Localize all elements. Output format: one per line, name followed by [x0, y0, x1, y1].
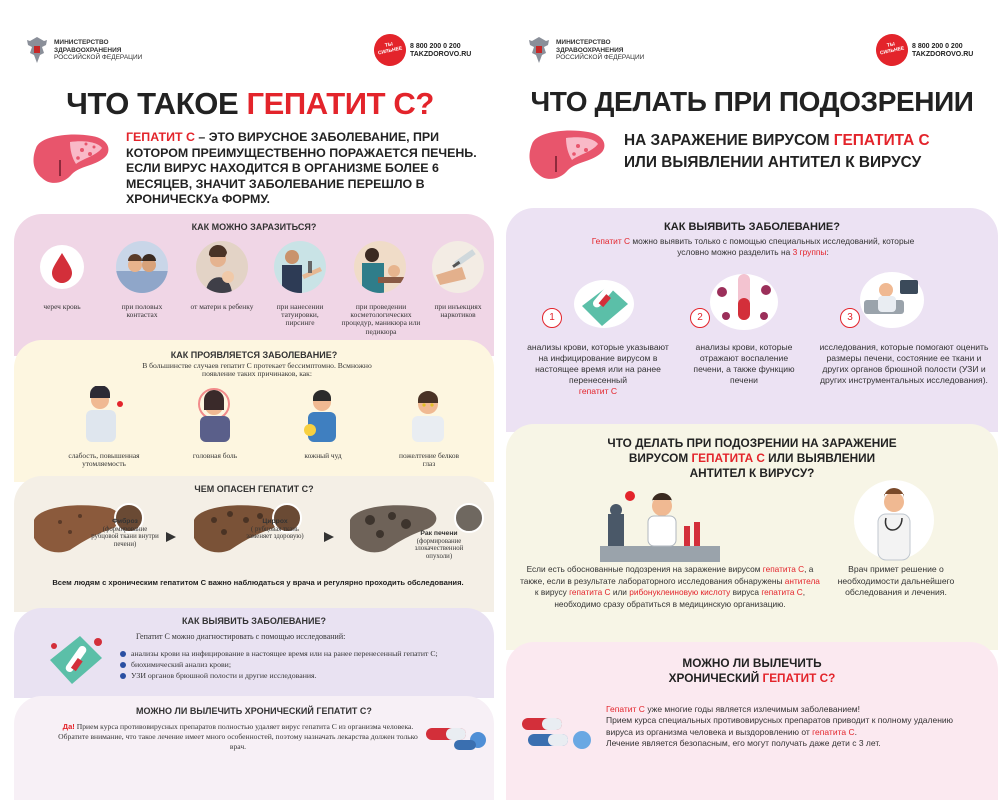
detect-title: КАК ВЫЯВИТЬ ЗАБОЛЕВАНИЕ? [664, 221, 840, 233]
ministry-emblem-icon [526, 35, 552, 65]
liver-icon [30, 130, 114, 190]
action-right-text: Врач примет решение о необходимости дальнейшего обследования и лечения. [837, 564, 955, 598]
infection-title: КАК МОЖНО ЗАРАЗИТЬСЯ? [191, 222, 317, 232]
infection-label-sexual: при половых контастах [121, 302, 163, 320]
tattoo-icon [274, 241, 326, 293]
group-number-1: 1 [542, 308, 562, 328]
poster-what-to-do [506, 0, 998, 800]
detect-title: КАК ВЫЯВИТЬ ЗАБОЛЕВАНИЕ? [182, 616, 326, 626]
poster-what-is-hepatitis-c [4, 0, 496, 800]
syringe-icon [432, 241, 484, 293]
cure-red-1: Гепатит С [606, 704, 645, 714]
cure-title: МОЖНО ЛИ ВЫЛЕЧИТЬ ХРОНИЧЕСКИЙ ГЕПАТИТ С? [136, 706, 372, 716]
action-left-red-4: рибонуклеиновую кислоту [629, 587, 731, 598]
ministry-line-2: ЗДРАВООХРАНЕНИЯ [54, 46, 122, 54]
detect-intro-end: : [826, 247, 829, 257]
action-title-line-1: ЧТО ДЕЛАТЬ ПРИ ПОДОЗРЕНИИ НА ЗАРАЖЕНИЕ [607, 436, 897, 450]
detect-intro-groups: 3 группы [792, 247, 827, 257]
action-title [506, 436, 998, 481]
stage-cancer-name: Рак печени [420, 530, 458, 537]
ministry-emblem-icon [24, 35, 50, 65]
stage-cancer-desc: (формирование злокачественной опухоли) [414, 537, 464, 560]
liver-icon [526, 126, 610, 186]
detect-list [120, 648, 490, 681]
detect-intro-red: Гепатит С [591, 236, 631, 246]
pills-icon [518, 712, 598, 752]
hotline-contacts [410, 43, 471, 59]
itch-icon [294, 386, 350, 442]
couple-bed-icon [116, 241, 168, 293]
group-text-3: исследования, которые помогают оценить размеры печени, состояние ее ткани и других органов брюшной полости (УЗИ и других инструментальных исследования). [819, 342, 989, 385]
blood-drop-icon [40, 245, 84, 289]
detect-item-text: биохимический анализ крови; [131, 660, 232, 669]
action-title-line-3: АНТИТЕЛ К ВИРУСУ? [689, 466, 815, 480]
cure-red-2: гепатита С [812, 726, 855, 737]
action-left-4: или [610, 587, 630, 598]
symptoms-title: КАК ПРОЯВЛЯЕТСЯ ЗАБОЛЕВАНИЕ? [170, 350, 338, 360]
ultrasound-icon [856, 270, 926, 330]
action-left-red-5: гепатита С [761, 587, 803, 598]
doctor-icon [852, 478, 936, 562]
stage-fibrosis-name: Фиброз [112, 518, 138, 525]
intro-definition [126, 130, 488, 208]
hotline-block [374, 34, 482, 66]
stage-fibrosis [90, 518, 160, 548]
cure-yes: Да! [62, 722, 75, 731]
cure-line-1: уже многие годы является излечимым заболеванием! [644, 704, 860, 714]
detect-intro: Гепатит С можно диагностировать с помощью исследований: [136, 632, 346, 641]
symptom-label-fatigue: слабость, повышенная утомляемость [68, 451, 140, 469]
ministry-name [54, 39, 142, 62]
action-left-text [520, 564, 820, 610]
action-left-2: , а также, если в результате лабораторного исследования обнаружены [520, 564, 814, 586]
detect-intro-text: можно выявить только с помощью специальных исследований, которые условно можно разделить на [630, 236, 915, 257]
cancer-tissue-icon [454, 503, 484, 533]
hotline-site: TAKZDOROVO.RU [410, 51, 472, 58]
group-text-1 [526, 342, 670, 397]
campaign-badge: ТЫ СИЛЬНЕЕ [873, 31, 911, 69]
action-left-6: , необходимо сразу обратиться в медицинскую организацию. [554, 587, 806, 609]
infection-section [14, 214, 494, 356]
action-title-line-2b: ИЛИ ВЫЯВЛЕНИИ [764, 451, 876, 465]
cure-line-3: . [854, 726, 857, 737]
mother-baby-icon [196, 241, 248, 293]
detect-intro [588, 236, 918, 258]
title-red-part: ГЕПАТИТ С? [246, 86, 434, 121]
action-left-1: Если есть обоснованные подозрения на заражение вирусом [526, 564, 763, 574]
blood-test-icon [44, 630, 110, 690]
cure-line-4: Лечение является безопасным, его могут получать даже дети с 3 лет. [606, 738, 881, 749]
campaign-badge: ТЫ СИЛЬНЕЕ [371, 31, 409, 69]
cure-text [606, 704, 978, 750]
page-subtitle [624, 130, 994, 174]
group-text-2: анализы крови, которые отражают воспаление печени, а также функцию печени [693, 342, 795, 385]
ministry-line-2: ЗДРАВООХРАНЕНИЯ [556, 46, 624, 54]
cure-body: Прием курса противовирусных препаратов полностью удаляет вирус гепатита С из организма человека. Обратите внимание, что такое лечение имеет много особенностей, поэтому назначать лекарства должен только врач. [58, 722, 418, 751]
hotline-site: TAKZDOROVO.RU [912, 51, 974, 58]
symptom-label-headache: головная боль [192, 451, 238, 460]
cure-line-2: Прием курса специальных противовирусных препаратов приводит к полному удалению вируса из организма человека и выздоровлению от [606, 715, 954, 737]
stage-fibrosis-desc: (формирование рубцовой ткани внутри печени) [91, 525, 159, 548]
cure-title [506, 656, 998, 686]
lab-scientist-icon [600, 486, 720, 562]
arrow-right-icon [322, 530, 336, 544]
poster-header [18, 32, 482, 68]
symptom-label-yellow-eyes: пожелтение белков глаз [398, 451, 460, 469]
infection-label-cosmetic: при проведении косметологических процедур, маникюра или педикюра [341, 302, 421, 336]
action-left-3: к вирусу [534, 587, 570, 598]
poster-header [520, 32, 984, 68]
danger-note: Всем людям с хроническим гепатитом С важно наблюдаться у врача и регулярно проходить обследования. [52, 578, 464, 587]
infection-label-mother: от матери к ребенку [190, 302, 254, 311]
action-title-line-2a: ВИРУСОМ [628, 451, 692, 465]
action-left-red-1: гепатита С [762, 564, 805, 574]
subtitle-part-2: ИЛИ ВЫЯВЛЕНИИ АНТИТЕЛ К ВИРУСУ [624, 154, 922, 171]
infection-label-injection: при инъекциях наркотиков [434, 302, 482, 320]
danger-title: ЧЕМ ОПАСЕН ГЕПАТИТ С? [194, 484, 314, 494]
hotline-contacts [912, 43, 973, 59]
detect-item-text: анализы крови на инфицирование в настоящее время или на ранее перенесенный гепатит С; [131, 649, 438, 658]
ministry-name [556, 39, 644, 62]
detect-item [120, 648, 490, 659]
cure-title-line-1: МОЖНО ЛИ ВЫЛЕЧИТЬ [682, 656, 822, 670]
group-number-3: 3 [840, 308, 860, 328]
cure-title-red: ГЕПАТИТ С? [762, 671, 836, 685]
fatigue-icon [74, 386, 130, 442]
intro-red-term: ГЕПАТИТ С [126, 130, 195, 144]
ministry-line-1: МИНИСТЕРСТВО [556, 39, 611, 46]
stage-cirrhosis-name: Циррох [262, 518, 288, 525]
yellow-eyes-icon [400, 386, 456, 442]
cure-title-line-2: ХРОНИЧЕСКИЙ [668, 671, 763, 685]
symptom-label-itch: кожный чуд [304, 451, 342, 460]
bullet-icon [120, 673, 126, 679]
group-text-1-red: гепатит С [578, 386, 618, 396]
action-left-5: вируса [730, 587, 762, 598]
subtitle-part-1: НА ЗАРАЖЕНИЕ ВИРУСОМ [624, 132, 834, 149]
action-title-red: ГЕПАТИТА С [691, 451, 765, 465]
hotline-block [876, 34, 984, 66]
bullet-icon [120, 662, 126, 668]
hotline-phone: 8 800 200 0 200 [410, 43, 461, 50]
pills-icon [424, 722, 492, 752]
arrow-right-icon [164, 530, 178, 544]
headache-icon [186, 386, 246, 442]
detect-item-text: УЗИ органов брюшной полости и другие исследования. [131, 671, 317, 680]
stage-cancer [404, 530, 474, 560]
manicure-icon [354, 241, 406, 293]
ministry-line-1: МИНИСТЕРСТВО [54, 39, 109, 46]
action-left-red-2: антитела [784, 575, 820, 586]
symptoms-intro: В большинстве случаев гепатит С протекает бессимптомно. Всмножно появление таких причинаков, как: [142, 361, 372, 379]
title-black-part: ЧТО ТАКОЕ [66, 86, 239, 121]
page-title: ЧТО ДЕЛАТЬ ПРИ ПОДОЗРЕНИИ [530, 86, 974, 117]
action-left-red-3: гепатита С [569, 587, 611, 598]
stage-cirrhosis-desc: ( рубцовая ткань заменяет здоровую) [246, 525, 304, 541]
infection-label-tattoo: при нанесении татуировки, пирсинге [276, 302, 324, 328]
cure-text [58, 722, 418, 751]
blood-sample-icon [568, 274, 638, 330]
group-number-2: 2 [690, 308, 710, 328]
stage-cirrhosis [240, 518, 310, 541]
ministry-line-3: РОССИЙСКОЙ ФЕДЕРАЦИИ [54, 54, 143, 61]
bullet-icon [120, 651, 126, 657]
detect-item [120, 670, 490, 681]
infection-label-blood: череч кровь [43, 302, 81, 311]
ministry-line-3: РОССИЙСКОЙ ФЕДЕРАЦИИ [556, 54, 645, 61]
intro-text: – ЭТО ВИРУСНОЕ ЗАБОЛЕВАНИЕ, ПРИ КОТОРОМ ПРЕИМУЩЕСТВЕННО ПОРАЖАЕТСЯ ПЕЧЕНЬ. ЕСЛИ ВИРУС НАХОДИТСЯ В ОРГАНИЗМЕ БОЛЕЕ 6 МЕСЯЦЕВ, ЗНАЧИТ ЗАБОЛЕВАНИЕ ПЕРЕШЛО В ХРОНИЧЕСКУа ФОРМУ. [126, 130, 477, 206]
group-text-1-body: анализы крови, которые указывают на инфицирование вирусом в настоящее время или на ранее перенесенный [527, 342, 669, 385]
virus-test-tube-icon [704, 270, 784, 332]
subtitle-red: ГЕПАТИТА С [833, 132, 930, 149]
detect-item [120, 659, 490, 670]
page-title [4, 86, 496, 122]
hotline-phone: 8 800 200 0 200 [912, 43, 963, 50]
